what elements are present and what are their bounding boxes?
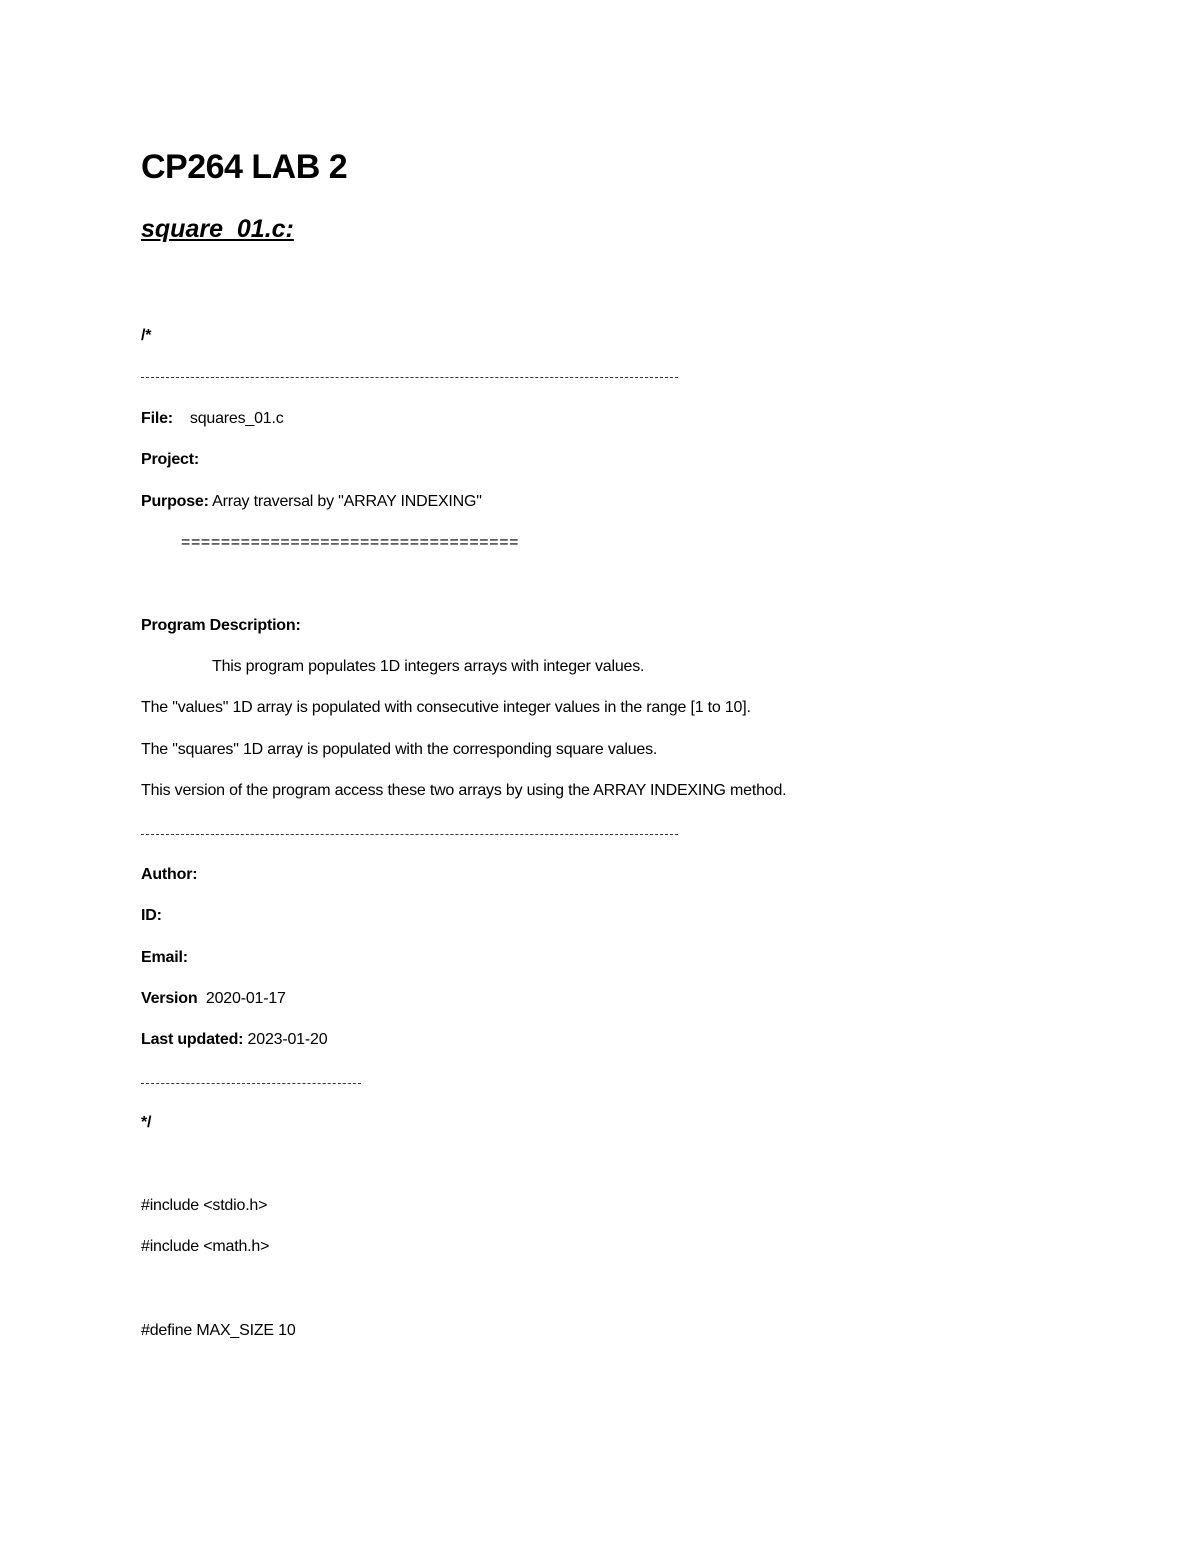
define-line: #define MAX_SIZE 10 [141, 1322, 296, 1339]
document-subtitle: square_01.c: [141, 215, 294, 243]
version-value: 2020-01-17 [205, 990, 286, 1007]
equals-divider: ================================== [181, 534, 520, 551]
comment-open: /* [141, 327, 152, 344]
dashed-divider-bottom [141, 1083, 361, 1084]
email-label: Email: [141, 949, 188, 966]
description-line: This version of the program access these two arrays by using the ARRAY INDEXING method. [141, 782, 787, 799]
updated-line [141, 1030, 327, 1050]
document-title: CP264 LAB 2 [141, 148, 348, 186]
updated-value: 2023-01-20 [247, 1031, 328, 1048]
project-label: Project: [141, 451, 199, 468]
purpose-value: Array traversal by "ARRAY INDEXING" [212, 493, 482, 510]
file-value: squares_01.c [189, 410, 284, 427]
description-label: Program Description: [141, 617, 301, 634]
updated-label: Last updated: [141, 1031, 244, 1048]
dashed-divider-middle [141, 834, 678, 835]
description-line: The "squares" 1D array is populated with the corresponding square values. [141, 741, 658, 758]
description-line: The "values" 1D array is populated with consecutive integer values in the range [1 to 10]. [141, 699, 751, 716]
version-label: Version [141, 990, 198, 1007]
id-label: ID: [141, 907, 162, 924]
purpose-label: Purpose: [141, 493, 209, 510]
author-label: Author: [141, 866, 198, 883]
dashed-divider-top [141, 377, 678, 378]
file-label: File: [141, 410, 173, 427]
include-line: #include <stdio.h> [141, 1197, 268, 1214]
version-line [141, 989, 286, 1009]
description-line: This program populates 1D integers arrays with integer values. [212, 658, 645, 675]
purpose-line [141, 492, 482, 512]
file-line [141, 409, 284, 429]
include-line: #include <math.h> [141, 1238, 270, 1255]
comment-close: */ [141, 1114, 152, 1131]
